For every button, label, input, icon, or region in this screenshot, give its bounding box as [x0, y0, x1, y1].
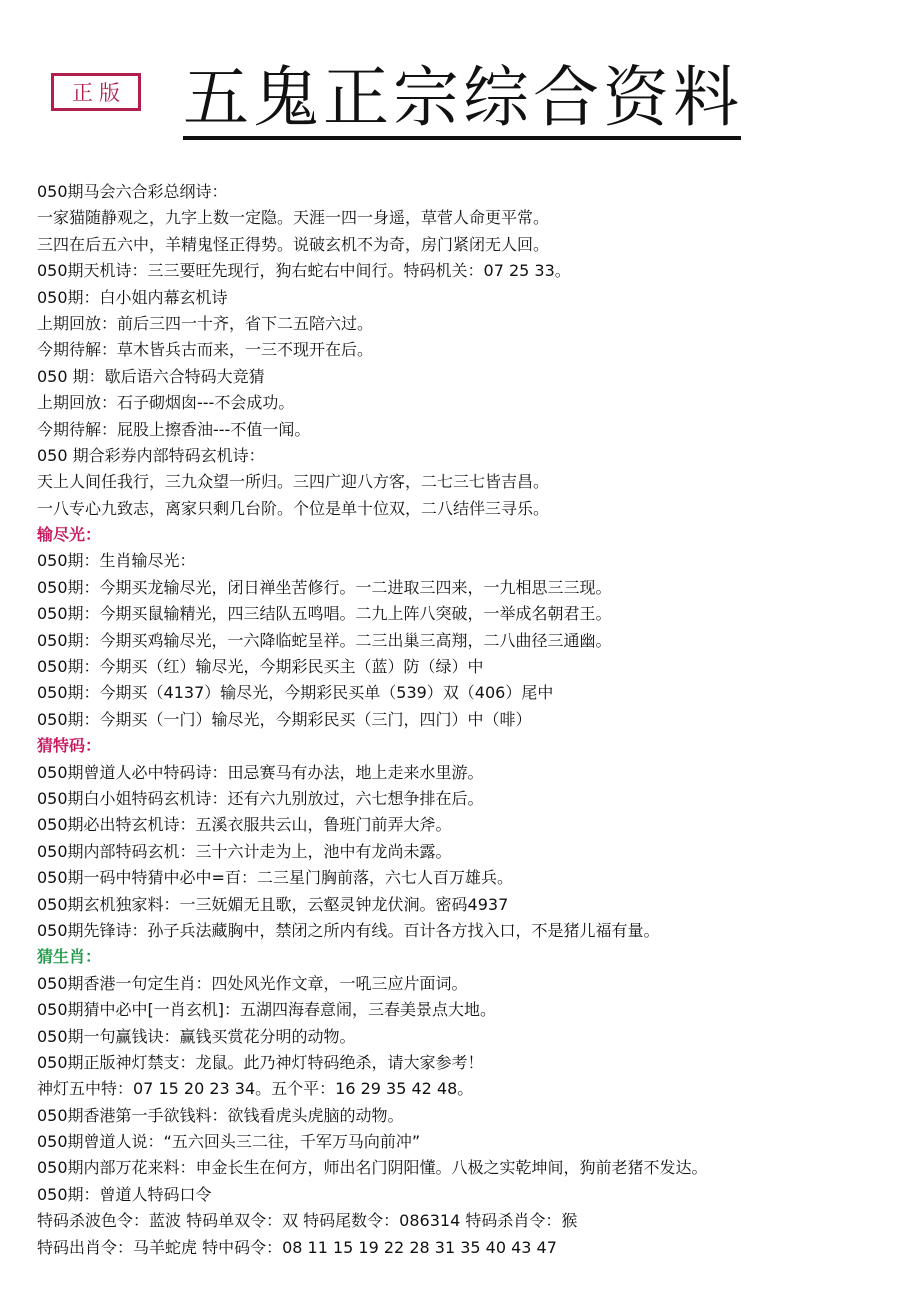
text-line: 今期待解：屁股上擦香油---不值一闻。	[37, 419, 311, 439]
text-line: 050期：生肖输尽光：	[37, 551, 196, 571]
text-line: 上期回放：石子砌烟囱---不会成功。	[37, 393, 295, 413]
text-line: 050期曾道人必中特码诗：田忌赛马有办法，地上走来水里游。	[37, 762, 484, 782]
text-line: 三四在后五六中，羊精鬼怪正得势。说破玄机不为奇，房门紧闭无人回。	[37, 234, 550, 254]
text-line: 一家猫随静观之，九字上数一定隐。天涯一四一身遥，草菅人命更平常。	[37, 208, 550, 228]
text-line: 050期香港第一手欲钱料：欲钱看虎头虎脑的动物。	[37, 1105, 404, 1125]
document-body	[37, 179, 892, 1261]
text-line: 050期一码中特猜中必中=百：二三星门胸前落，六七人百万雄兵。	[37, 868, 513, 888]
section-heading: 猜特码：	[37, 736, 102, 756]
text-line: 050期白小姐特码玄机诗：还有六九别放过，六七想争排在后。	[37, 788, 484, 808]
text-line: 050 期合彩券内部特码玄机诗：	[37, 445, 265, 465]
text-line: 050期：曾道人特码口令	[37, 1184, 212, 1204]
text-line: 050期：今期买（红）输尽光，今期彩民买主（蓝）防（绿）中	[37, 657, 484, 677]
text-line: 050期：今期买鼠输精光，四三结队五鸣唱。二九上阵八突破，一举成名朝君王。	[37, 604, 612, 624]
text-line: 050期：今期买龙输尽光，闭日禅坐苦修行。一二进取三四来，一九相思三三现。	[37, 577, 612, 597]
text-line: 上期回放：前后三四一十齐，省下二五陪六过。	[37, 313, 374, 333]
section-heading: 输尽光：	[37, 525, 102, 545]
text-line: 050期猜中必中[一肖玄机]：五湖四海春意闹，三春美景点大地。	[37, 1000, 497, 1020]
text-line: 特码出肖令：马羊蛇虎 特中码令：08 11 15 19 22 28 31 35 40 43 47	[37, 1237, 557, 1257]
authentic-badge: 正版	[51, 73, 141, 111]
text-line: 050 期：歇后语六合特码大竞猜	[37, 366, 265, 386]
text-line: 050期香港一句定生肖：四处风光作文章，一吼三应片面词。	[37, 973, 468, 993]
text-line: 050期天机诗：三三要旺先现行，狗右蛇右中间行。特码机关：07 25 33。	[37, 261, 571, 281]
section-heading: 猜生肖：	[37, 947, 102, 967]
text-line: 050期：白小姐内幕玄机诗	[37, 287, 228, 307]
text-line: 神灯五中特：07 15 20 23 34。五个平：16 29 35 42 48。	[37, 1079, 474, 1099]
text-line: 050期：今期买（4137）输尽光，今期彩民买单（539）双（406）尾中	[37, 683, 554, 703]
text-line: 050期正版神灯禁支：龙鼠。此乃神灯特码绝杀，请大家参考！	[37, 1052, 484, 1072]
page-title: 五鬼正宗综合资料	[183, 59, 743, 136]
text-line: 特码杀波色令：蓝波 特码单双令：双 特码尾数令：086314 特码杀肖令：猴	[37, 1211, 578, 1231]
text-line: 天上人间任我行，三九众望一所归。三四广迎八方客，二七三七皆吉昌。	[37, 472, 550, 492]
text-line: 050期先锋诗：孙子兵法藏胸中，禁闭之所内有线。百计各方找入口，不是猪儿福有量。	[37, 920, 660, 940]
text-line: 050期玄机独家料：一三妩媚无且歌，云壑灵钟龙伏涧。密码4937	[37, 894, 509, 914]
text-line: 050期曾道人说：“五六回头三二往，千军万马向前冲”	[37, 1132, 421, 1152]
text-line: 今期待解：草木皆兵古而来，一三不现开在后。	[37, 340, 374, 360]
text-line: 050期必出特玄机诗：五溪衣服共云山，鲁班门前弄大斧。	[37, 815, 452, 835]
text-line: 050期马会六合彩总纲诗：	[37, 182, 228, 201]
text-line: 050期：今期买（一门）输尽光，今期彩民买（三门，四门）中（啡）	[37, 709, 532, 729]
text-line: 050期：今期买鸡输尽光，一六降临蛇呈祥。二三出巢三高翔，二八曲径三通幽。	[37, 630, 612, 650]
title-underline	[183, 136, 741, 140]
text-line: 一八专心九致志，离家只剩几台阶。个位是单十位双，二八结伴三寻乐。	[37, 498, 550, 518]
text-line: 050期内部万花来料：申金长生在何方，师出名门阴阳懂。八极之实乾坤间，狗前老猪不发达。	[37, 1158, 708, 1178]
text-line: 050期一句赢钱诀：赢钱买赏花分明的动物。	[37, 1026, 356, 1046]
text-line: 050期内部特码玄机：三十六计走为上，池中有龙尚未露。	[37, 841, 452, 861]
